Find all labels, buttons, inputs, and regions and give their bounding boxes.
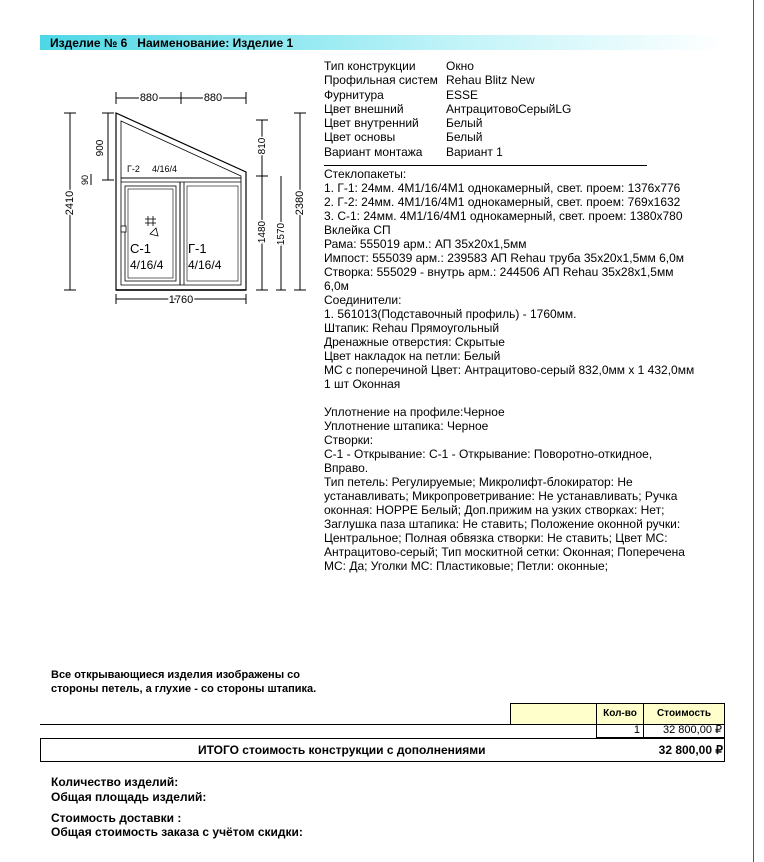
- spec-row: Цвет внешний АнтрацитовоСерыйLG: [324, 101, 572, 116]
- spec-row: Вариант монтажа Вариант 1: [324, 144, 503, 159]
- detail-line: Импост: 555039 арм.: 239583 АП Rehau труба 35х20х1,5мм 6,0м: [324, 251, 685, 265]
- qty-cell: 1: [596, 724, 644, 738]
- detail-line: Соединители:: [324, 293, 402, 307]
- detail-line: Тип петель: Регулируемые; Микролифт-блокиратор: Не: [324, 475, 633, 489]
- detail-line: Заглушка паза штапика: Не ставить; Положение оконной ручки:: [324, 517, 681, 531]
- detail-line: Центральное; Полная обвязка створки: Не ставить; Цвет МС:: [324, 531, 668, 545]
- detail-line: С-1 - Открывание: С-1 - Открывание: Поворотно-откидное,: [324, 447, 653, 461]
- spec-row: Цвет основы Белый: [324, 130, 483, 145]
- item-name: Наименование: Изделие 1: [137, 36, 294, 50]
- detail-line: Стеклопакеты:: [324, 167, 407, 181]
- detail-line: устанавливать; Микропроветривание: Не устанавливать; Ручка: [324, 489, 678, 503]
- detail-line: Створки:: [324, 433, 374, 447]
- detail-line: [324, 391, 724, 405]
- detail-line: Антрацитово-серый; Тип москитной сетки: Оконная; Поперечена: [324, 545, 685, 559]
- detail-line: 1 шт Оконная: [324, 377, 401, 391]
- dim-top-right: 880: [203, 92, 223, 104]
- label-sash-pos: С-1: [130, 241, 151, 256]
- detail-line: 1. 561013(Подставочный профиль) - 1760мм.: [324, 307, 577, 321]
- label-fixed-glass: 4/16/4: [188, 258, 222, 272]
- detail-line: Уплотнение на профиле:Черное: [324, 405, 505, 419]
- window-drawing: [40, 80, 320, 320]
- detail-line: Дренажные отверстия: Скрытые: [324, 335, 505, 349]
- page-border-right: [753, 0, 754, 862]
- dim-top-left: 880: [139, 92, 159, 104]
- detail-line: Рама: 555019 арм.: АП 35х20х1,5мм: [324, 237, 527, 251]
- label-transom-pos: Г-2: [127, 164, 140, 174]
- count-label: Количество изделий:: [51, 775, 179, 789]
- dim-left-upper: 900: [95, 139, 106, 157]
- dim-left-small: 90: [80, 174, 90, 186]
- details-block: [324, 167, 724, 573]
- detail-line: 1. Г-1: 24мм. 4М1/16/4М1 однокамерный, свет. проем: 1376x776: [324, 181, 681, 195]
- detail-line: МС с поперечиной Цвет: Антрацитово-серый 832,0мм х 1 432,0мм: [324, 363, 695, 377]
- spec-divider: [324, 165, 647, 166]
- detail-line: МС: Да; Уголки МС: Пластиковые; Петли: оконные;: [324, 559, 609, 573]
- col-qty-header: Кол-во: [596, 703, 644, 725]
- dim-bottom: 1760: [168, 294, 194, 306]
- dim-left-total: 2410: [64, 190, 76, 216]
- handle-icon: [121, 226, 126, 232]
- total-label: ИТОГО стоимость конструкции с дополнениями: [198, 743, 486, 757]
- detail-line: Цвет накладок на петли: Белый: [324, 349, 501, 363]
- order-total-label: Общая стоимость заказа с учётом скидки:: [51, 825, 303, 839]
- spec-row: Цвет внутренний Белый: [324, 116, 483, 131]
- detail-line: оконная: HOPPE Белый; Доп.прижим на узких створках: Нет;: [324, 503, 665, 517]
- row-blank: [40, 724, 597, 738]
- item-number: Изделие № 6: [50, 36, 128, 50]
- dim-right-total: 2380: [294, 190, 306, 216]
- spec-row: Фурнитура ESSE: [324, 87, 479, 102]
- detail-line: Штапик: Rehau Прямоугольный: [324, 321, 500, 335]
- detail-line: 3. С-1: 24мм. 4М1/16/4М1 однокамерный, свет. проем: 1380x780: [324, 209, 683, 223]
- item-header: [50, 36, 293, 50]
- dim-right-upper: 810: [257, 137, 268, 155]
- orientation-note: Все открывающиеся изделия изображены со стороны петель, а глухие - со стороны штапика.: [51, 669, 317, 695]
- detail-line: Уплотнение штапика: Черное: [324, 419, 489, 433]
- table-header-blank: [510, 703, 597, 725]
- detail-line: 6,0м: [324, 279, 349, 293]
- detail-line: Вправо.: [324, 461, 369, 475]
- total-value: 32 800,00 ₽: [658, 743, 723, 757]
- spec-row: Тип конструкции Окно: [324, 59, 474, 73]
- spec-list: [324, 59, 571, 159]
- spec-row: Профильная систем Rehau Blitz New: [324, 73, 535, 88]
- label-fixed-pos: Г-1: [188, 241, 207, 256]
- label-sash-glass: 4/16/4: [130, 258, 164, 272]
- detail-line: 2. Г-2: 24мм. 4М1/16/4М1 однокамерный, свет. проем: 769x1632: [324, 195, 681, 209]
- label-transom-glass: 4/16/4: [152, 164, 178, 174]
- col-cost-header: Стоимость: [643, 703, 725, 725]
- dim-right-lower1: 1480: [257, 220, 268, 244]
- detail-line: Вклейка СП: [324, 223, 391, 237]
- delivery-label: Стоимость доставки :: [51, 811, 182, 825]
- dim-right-lower2: 1570: [276, 222, 287, 246]
- detail-line: Створка: 555029 - внутрь арм.: 244506 АП Rehau 35х28х1,5мм: [324, 265, 674, 279]
- area-label: Общая площадь изделий:: [51, 790, 207, 804]
- cost-cell: 32 800,00 ₽: [643, 724, 725, 738]
